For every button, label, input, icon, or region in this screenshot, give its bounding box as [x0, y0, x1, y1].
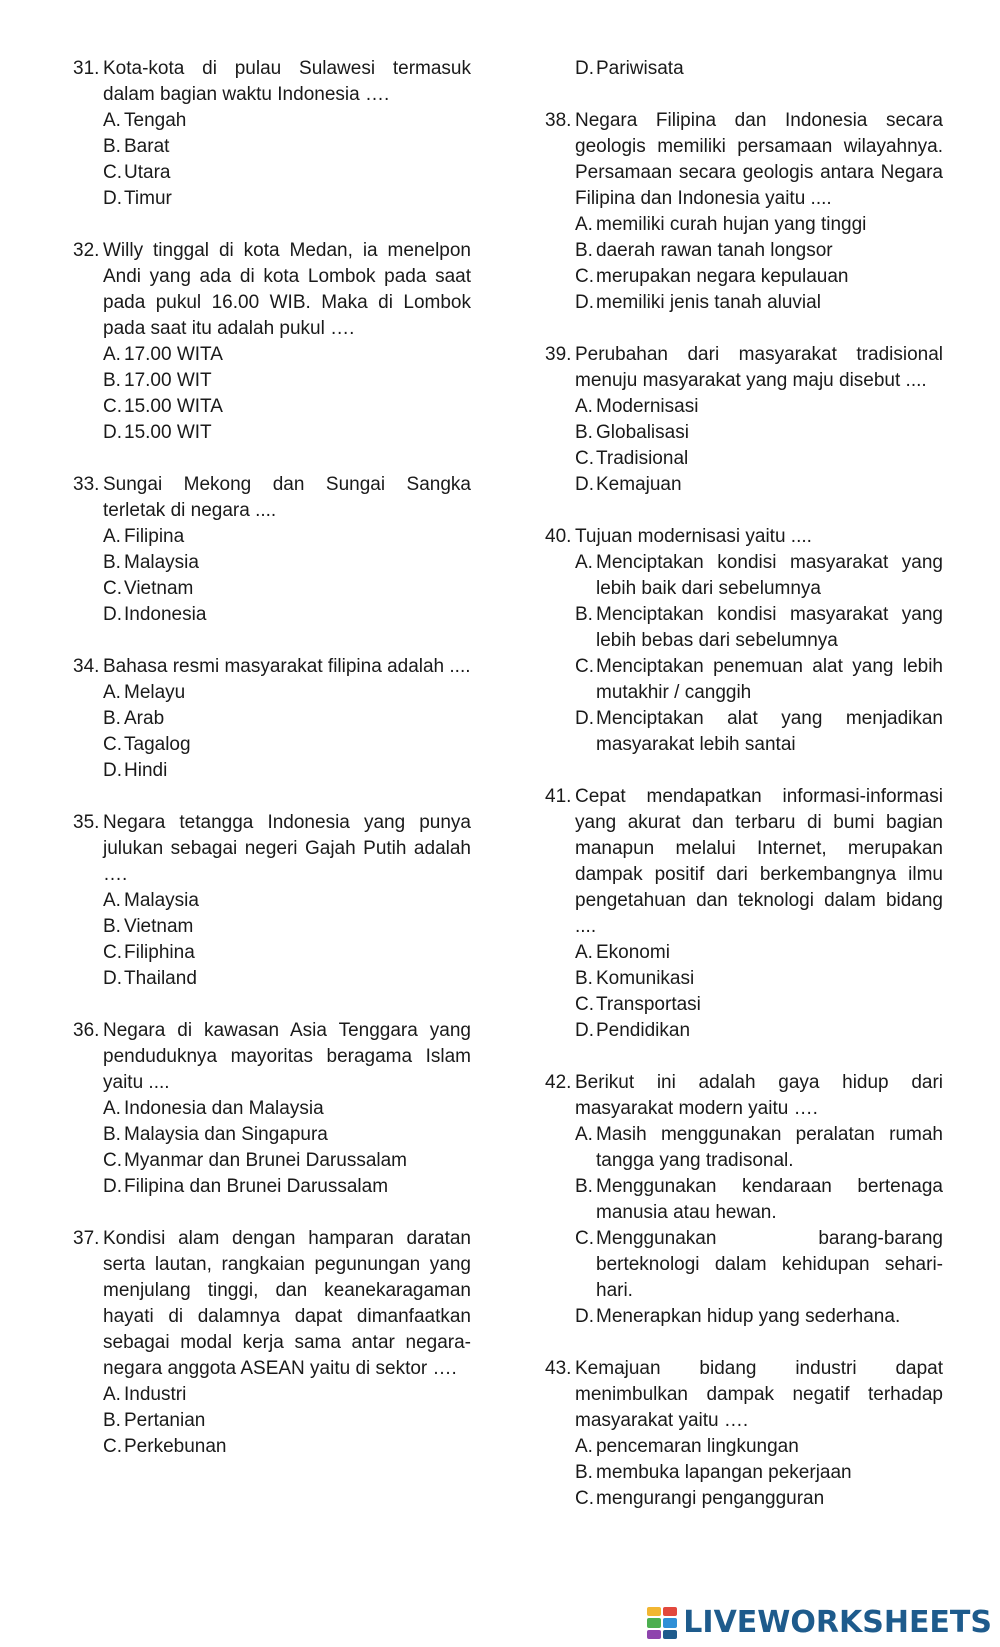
option-text: Menggunakan barang-barang berteknologi dalam kehidupan sehari-hari. — [596, 1228, 943, 1301]
answer-option[interactable] — [575, 472, 943, 498]
option-letter: C. — [103, 1436, 122, 1457]
option-text: 15.00 WITA — [124, 396, 223, 417]
answer-option[interactable] — [103, 420, 471, 446]
option-text: membuka lapangan pekerjaan — [596, 1462, 852, 1483]
option-letter: A. — [575, 214, 593, 235]
answer-option[interactable] — [575, 290, 943, 316]
question-number: 39. — [545, 344, 572, 365]
right-column — [545, 56, 943, 1512]
question-31 — [73, 56, 471, 212]
option-text: Vietnam — [124, 578, 194, 599]
answer-option[interactable] — [575, 992, 943, 1018]
liveworksheets-logo — [647, 1605, 992, 1641]
option-text: memiliki curah hujan yang tinggi — [596, 214, 867, 235]
option-text: Melayu — [124, 682, 186, 703]
option-text: Komunikasi — [596, 968, 695, 989]
option-letter: B. — [575, 240, 593, 261]
logo-blocks-icon — [647, 1607, 677, 1639]
option-letter: A. — [103, 682, 121, 703]
option-letter: D. — [103, 188, 122, 209]
option-letter: B. — [575, 604, 593, 625]
question-number: 33. — [73, 474, 100, 495]
option-text: Modernisasi — [596, 396, 699, 417]
option-letter: B. — [575, 1462, 593, 1483]
answer-option[interactable] — [103, 134, 471, 160]
answer-option[interactable] — [103, 1174, 471, 1200]
option-letter: C. — [103, 1150, 122, 1171]
question-body — [103, 1226, 471, 1460]
answer-option[interactable] — [103, 1148, 471, 1174]
option-letter: C. — [575, 1488, 594, 1509]
answer-option[interactable] — [103, 1122, 471, 1148]
option-letter: C. — [103, 734, 122, 755]
option-letter: C. — [575, 656, 594, 677]
option-letter: A. — [575, 396, 593, 417]
option-letter: D. — [103, 1176, 122, 1197]
answer-option[interactable] — [575, 264, 943, 290]
question-stem: Negara di kawasan Asia Tenggara yang penduduknya mayoritas beragama Islam yaitu .... — [103, 1020, 471, 1093]
answer-option[interactable] — [575, 706, 943, 758]
option-letter: B. — [575, 422, 593, 443]
option-letter: B. — [103, 370, 121, 391]
option-text: Indonesia — [124, 604, 207, 625]
option-text: memiliki jenis tanah aluvial — [596, 292, 821, 313]
option-letter: C. — [103, 942, 122, 963]
option-letter: C. — [103, 396, 122, 417]
option-letter: D. — [575, 292, 594, 313]
option-letter: D. — [103, 422, 122, 443]
question-39 — [545, 342, 943, 498]
answer-option[interactable] — [103, 940, 471, 966]
question-body — [103, 1018, 471, 1200]
question-number: 43. — [545, 1358, 572, 1379]
option-letter: A. — [103, 110, 121, 131]
spacer — [545, 1044, 943, 1070]
option-letter: D. — [575, 474, 594, 495]
option-letter: B. — [103, 136, 121, 157]
question-41 — [545, 784, 943, 1044]
question-40 — [545, 524, 943, 758]
answer-option[interactable] — [575, 940, 943, 966]
answer-option[interactable] — [103, 914, 471, 940]
answer-option[interactable] — [103, 550, 471, 576]
answer-option[interactable] — [103, 1382, 471, 1408]
option-text: Tradisional — [596, 448, 689, 469]
option-text: Indonesia dan Malaysia — [124, 1098, 324, 1119]
answer-option[interactable] — [575, 602, 943, 654]
answer-option[interactable] — [575, 238, 943, 264]
option-text: Malaysia — [124, 552, 199, 573]
option-text: Myanmar dan Brunei Darussalam — [124, 1150, 408, 1171]
option-text: Arab — [124, 708, 165, 729]
option-letter: C. — [103, 578, 122, 599]
logo-text: LIVEWORKSHEETS — [683, 1605, 992, 1640]
question-number: 36. — [73, 1020, 100, 1041]
question-number: 34. — [73, 656, 100, 677]
question-number: 41. — [545, 786, 572, 807]
answer-option[interactable] — [103, 394, 471, 420]
option-text: Filipina — [124, 526, 185, 547]
answer-option[interactable] — [575, 966, 943, 992]
spacer — [545, 758, 943, 784]
option-text: Menggunakan kendaraan bertenaga manusia atau hewan. — [596, 1176, 943, 1223]
question-body — [575, 342, 943, 498]
option-text: Thailand — [124, 968, 197, 989]
option-text: Menerapkan hidup yang sederhana. — [596, 1306, 901, 1327]
question-number: 35. — [73, 812, 100, 833]
option-letter: B. — [103, 708, 121, 729]
option-letter: A. — [103, 1098, 121, 1119]
question-number: 37. — [73, 1228, 100, 1249]
option-text: Menciptakan penemuan alat yang lebih mutakhir / canggih — [596, 656, 943, 703]
option-text: Malaysia — [124, 890, 199, 911]
question-stem: Kemajuan bidang industri dapat menimbulkan dampak negatif terhadap masyarakat yaitu …. — [575, 1358, 943, 1431]
question-32 — [73, 238, 471, 446]
answer-option[interactable] — [575, 550, 943, 602]
question-38 — [545, 108, 943, 316]
option-text: Malaysia dan Singapura — [124, 1124, 328, 1145]
option-letter: D. — [575, 708, 594, 729]
option-text: Timur — [124, 188, 172, 209]
option-letter: B. — [103, 1410, 121, 1431]
option-letter: A. — [103, 890, 121, 911]
spacer — [73, 212, 471, 238]
question-body — [103, 56, 471, 212]
option-letter: D. — [103, 760, 122, 781]
option-text: Pertanian — [124, 1410, 206, 1431]
spacer — [545, 1330, 943, 1356]
option-text: Ekonomi — [596, 942, 670, 963]
option-letter: B. — [575, 968, 593, 989]
option-text: Vietnam — [124, 916, 194, 937]
option-text: Filipina dan Brunei Darussalam — [124, 1176, 389, 1197]
question-stem: Kondisi alam dengan hamparan daratan serta lautan, rangkaian pegunungan yang menjulang tinggi, dan keanekaragaman hayati di dalamnya dapat dimanfaatkan sebagai modal kerja sama antar negara-negara anggota ASEAN yaitu di sektor …. — [103, 1228, 471, 1379]
answer-option[interactable] — [103, 680, 471, 706]
option-text: Transportasi — [596, 994, 701, 1015]
option-text: Masih menggunakan peralatan rumah tangga yang tradisonal. — [596, 1124, 943, 1171]
option-text: Industri — [124, 1384, 187, 1405]
question-number: 40. — [545, 526, 572, 547]
question-stem: Cepat mendapatkan informasi-informasi yang akurat dan terbaru di bumi bagian manapun melalui Internet, merupakan dampak positif dari berkembangnya ilmu pengetahuan dan teknologi dalam bidang .... — [575, 786, 943, 937]
answer-option[interactable] — [103, 342, 471, 368]
option-letter: A. — [103, 526, 121, 547]
option-text: Pariwisata — [596, 58, 684, 79]
carry-over-option[interactable] — [545, 56, 943, 82]
question-stem: Kota-kota di pulau Sulawesi termasuk dalam bagian waktu Indonesia …. — [103, 58, 471, 105]
answer-option[interactable] — [103, 368, 471, 394]
option-letter: B. — [103, 552, 121, 573]
question-stem: Perubahan dari masyarakat tradisional menuju masyarakat yang maju disebut .... — [575, 344, 943, 391]
question-37 — [73, 1226, 471, 1460]
option-letter: C. — [575, 994, 594, 1015]
answer-option[interactable] — [103, 1096, 471, 1122]
option-text: Hindi — [124, 760, 168, 781]
option-letter: D. — [103, 604, 122, 625]
answer-option[interactable] — [103, 524, 471, 550]
answer-option[interactable] — [103, 602, 471, 628]
answer-option[interactable] — [103, 576, 471, 602]
option-letter: A. — [103, 344, 121, 365]
option-text: merupakan negara kepulauan — [596, 266, 849, 287]
option-text: mengurangi pengangguran — [596, 1488, 825, 1509]
answer-option[interactable] — [575, 420, 943, 446]
option-letter: C. — [575, 448, 594, 469]
question-number: 42. — [545, 1072, 572, 1093]
option-letter: A. — [575, 1124, 593, 1145]
answer-option[interactable] — [103, 1408, 471, 1434]
question-42 — [545, 1070, 943, 1330]
answer-option[interactable] — [575, 394, 943, 420]
option-letter: C. — [103, 162, 122, 183]
answer-option[interactable] — [103, 1434, 471, 1460]
option-letter: D. — [103, 968, 122, 989]
option-letter: A. — [575, 942, 593, 963]
question-34 — [73, 654, 471, 784]
option-text: Menciptakan kondisi masyarakat yang lebih bebas dari sebelumnya — [596, 604, 943, 651]
answer-option[interactable] — [575, 1226, 943, 1304]
question-body — [575, 1070, 943, 1330]
question-stem: Negara tetangga Indonesia yang punya julukan sebagai negeri Gajah Putih adalah …. — [103, 812, 471, 885]
answer-option[interactable] — [575, 1304, 943, 1330]
option-letter: A. — [575, 1436, 593, 1457]
option-text: Filiphina — [124, 942, 195, 963]
option-text: Barat — [124, 136, 170, 157]
answer-option[interactable] — [103, 186, 471, 212]
option-text: 17.00 WIT — [124, 370, 212, 391]
answer-option[interactable] — [103, 706, 471, 732]
option-letter: B. — [103, 916, 121, 937]
option-text: Tagalog — [124, 734, 191, 755]
question-36 — [73, 1018, 471, 1200]
question-stem: Willy tinggal di kota Medan, ia menelpon Andi yang ada di kota Lombok pada saat pada pukul 16.00 WIB. Maka di Lombok pada saat itu adalah pukul …. — [103, 240, 471, 339]
question-number: 31. — [73, 58, 100, 79]
question-stem: Berikut ini adalah gaya hidup dari masyarakat modern yaitu …. — [575, 1072, 943, 1119]
option-letter: C. — [575, 1228, 594, 1249]
spacer — [73, 446, 471, 472]
option-text: Menciptakan kondisi masyarakat yang lebih baik dari sebelumnya — [596, 552, 943, 599]
question-stem: Negara Filipina dan Indonesia secara geologis memiliki persamaan wilayahnya. Persamaan secara geologis antara Negara Filipina dan Indonesia yaitu .... — [575, 110, 943, 209]
left-column — [73, 56, 471, 1460]
answer-option[interactable] — [103, 732, 471, 758]
answer-option[interactable] — [103, 108, 471, 134]
option-text: Pendidikan — [596, 1020, 691, 1041]
answer-option[interactable] — [103, 888, 471, 914]
spacer — [545, 316, 943, 342]
option-letter: B. — [103, 1124, 121, 1145]
answer-option[interactable] — [575, 212, 943, 238]
question-stem: Bahasa resmi masyarakat filipina adalah .... — [103, 656, 471, 677]
question-35 — [73, 810, 471, 992]
answer-option[interactable] — [575, 654, 943, 706]
question-stem: Sungai Mekong dan Sungai Sangka terletak di negara .... — [103, 474, 471, 521]
answer-option[interactable] — [575, 446, 943, 472]
question-body — [103, 654, 471, 784]
option-text: Perkebunan — [124, 1436, 227, 1457]
spacer — [73, 992, 471, 1018]
spacer — [545, 498, 943, 524]
option-letter: A. — [575, 552, 593, 573]
question-body — [103, 472, 471, 628]
spacer — [73, 628, 471, 654]
answer-option[interactable] — [575, 1434, 943, 1460]
option-letter: D. — [575, 1020, 594, 1041]
option-letter: C. — [575, 266, 594, 287]
option-text: Tengah — [124, 110, 187, 131]
option-text: 15.00 WIT — [124, 422, 212, 443]
option-text: Utara — [124, 162, 171, 183]
question-body — [103, 238, 471, 446]
question-body — [575, 784, 943, 1044]
question-body — [103, 810, 471, 992]
option-text: daerah rawan tanah longsor — [596, 240, 833, 261]
answer-option[interactable] — [103, 758, 471, 784]
question-body — [575, 108, 943, 316]
spacer — [545, 82, 943, 108]
option-text: Menciptakan alat yang menjadikan masyarakat lebih santai — [596, 708, 943, 755]
answer-option[interactable] — [103, 160, 471, 186]
question-number: 38. — [545, 110, 572, 131]
question-43 — [545, 1356, 943, 1512]
option-letter: B. — [575, 1176, 593, 1197]
spacer — [73, 784, 471, 810]
question-number: 32. — [73, 240, 100, 261]
option-letter: D. — [575, 1306, 594, 1327]
answer-option[interactable] — [103, 966, 471, 992]
question-body — [575, 524, 943, 758]
option-text: Kemajuan — [596, 474, 682, 495]
option-text: 17.00 WITA — [124, 344, 223, 365]
answer-option[interactable] — [575, 1122, 943, 1174]
spacer — [73, 1200, 471, 1226]
question-stem: Tujuan modernisasi yaitu .... — [575, 526, 812, 547]
answer-option[interactable] — [575, 1174, 943, 1226]
option-text: pencemaran lingkungan — [596, 1436, 799, 1457]
option-letter: A. — [103, 1384, 121, 1405]
answer-option[interactable] — [575, 1460, 943, 1486]
question-33 — [73, 472, 471, 628]
answer-option[interactable] — [575, 1486, 943, 1512]
option-text: Globalisasi — [596, 422, 689, 443]
question-body — [575, 1356, 943, 1512]
option-letter: D. — [575, 58, 594, 79]
answer-option[interactable] — [575, 1018, 943, 1044]
